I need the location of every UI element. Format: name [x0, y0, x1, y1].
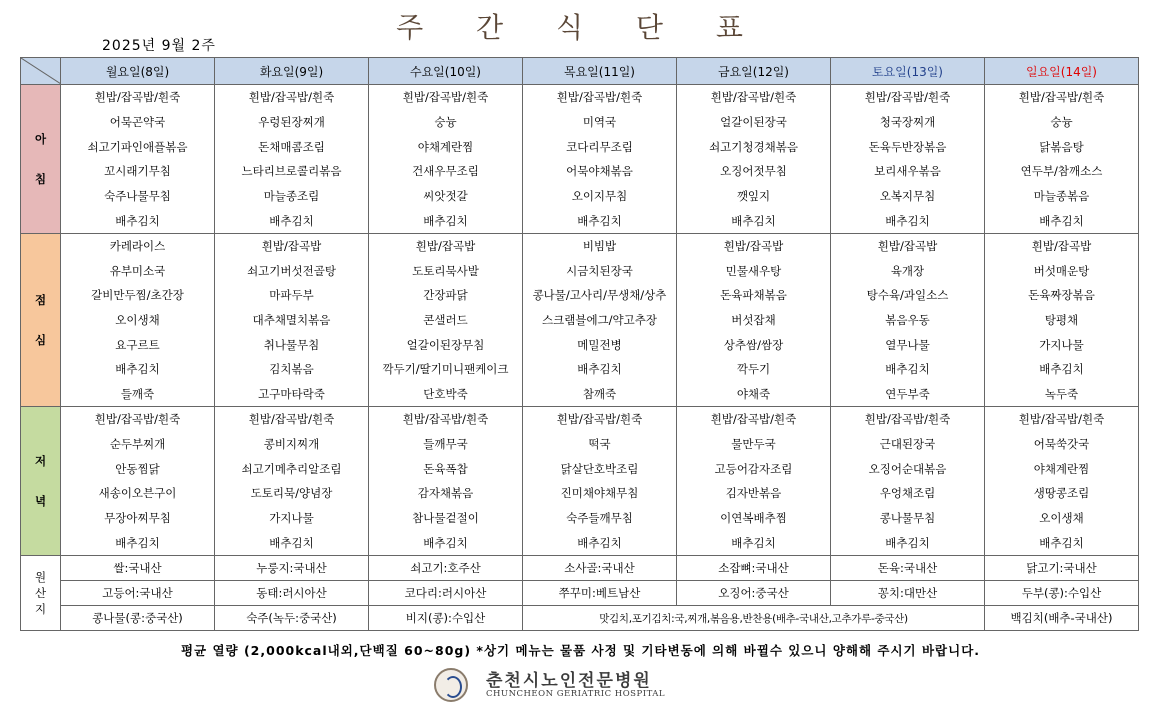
menu-item: 배추김치 — [115, 362, 160, 377]
meal-cell — [523, 407, 676, 555]
menu-item: 흰밥/잡곡밥/흰죽 — [402, 412, 489, 427]
menu-item: 이연복배추찜 — [720, 510, 787, 525]
origin-item: 쇠고기:호주산 — [369, 556, 523, 581]
meal-cell — [985, 234, 1138, 406]
meal-cell — [523, 85, 676, 233]
menu-item: 배추김치 — [885, 213, 930, 228]
meal-cell — [369, 234, 522, 406]
menu-item: 메밀전병 — [577, 337, 622, 352]
origin-item: 백김치(배추-국내산) — [985, 606, 1139, 631]
menu-item: 숭늉 — [434, 114, 457, 129]
menu-item: 야채계란찜 — [417, 139, 474, 154]
menu-item: 오복지무침 — [879, 188, 936, 203]
menu-item: 깍두기 — [736, 362, 771, 377]
menu-item: 오징어순대볶음 — [868, 461, 947, 476]
menu-item: 배추김치 — [423, 535, 468, 550]
meal-cell — [831, 407, 984, 555]
menu-item: 우렁된장찌개 — [258, 114, 325, 129]
week-label: 2025년 9월 2주 — [102, 38, 216, 54]
menu-item: 대추채멸치볶음 — [252, 312, 331, 327]
menu-item: 배추김치 — [269, 213, 314, 228]
menu-item: 흰밥/잡곡밥/흰죽 — [556, 90, 643, 105]
menu-item: 김치볶음 — [269, 362, 314, 377]
menu-item: 배추김치 — [577, 213, 622, 228]
menu-item: 흰밥/잡곡밥/흰죽 — [248, 90, 335, 105]
origin-item: 오징어:중국산 — [677, 581, 831, 606]
menu-item: 깍두기/딸기미니팬케이크 — [382, 362, 509, 377]
origin-item: 쭈꾸미:베트남산 — [523, 581, 677, 606]
menu-item: 마파두부 — [269, 288, 314, 303]
menu-item: 흰밥/잡곡밥 — [723, 239, 784, 254]
page-title: 주 간 식 단 표 — [396, 11, 765, 44]
menu-item: 오이지무침 — [571, 188, 628, 203]
meal-cell — [677, 234, 830, 406]
menu-item: 비빔밥 — [582, 239, 617, 254]
menu-item: 배추김치 — [115, 535, 160, 550]
menu-item: 오이생채 — [1039, 510, 1084, 525]
origin-item: 닭고기:국내산 — [985, 556, 1139, 581]
meal-cell — [61, 407, 214, 555]
menu-item: 시금치된장국 — [566, 263, 633, 278]
menu-item: 취나물무침 — [263, 337, 320, 352]
menu-item: 녹두죽 — [1044, 386, 1079, 401]
menu-item: 쇠고기파인애플볶음 — [87, 139, 188, 154]
menu-item: 어묵야채볶음 — [566, 164, 633, 179]
menu-item: 숭늉 — [1050, 114, 1073, 129]
menu-item: 코다리무조림 — [566, 139, 633, 154]
menu-item: 흰밥/잡곡밥/흰죽 — [1018, 412, 1105, 427]
menu-item: 민물새우탕 — [725, 263, 782, 278]
lunch-label: 점 심 — [21, 234, 61, 407]
menu-item: 카레라이스 — [109, 239, 166, 254]
menu-item: 쇠고기메추리알조림 — [241, 461, 342, 476]
meal-cell — [831, 234, 984, 406]
menu-item: 버섯매운탕 — [1033, 263, 1090, 278]
hospital-logo — [434, 664, 734, 708]
menu-item: 꼬시래기무침 — [104, 164, 171, 179]
menu-item: 상추쌈/쌈장 — [723, 337, 784, 352]
menu-item: 흰밥/잡곡밥 — [261, 239, 322, 254]
menu-item: 흰밥/잡곡밥/흰죽 — [864, 412, 951, 427]
menu-item: 돈육파채볶음 — [720, 288, 787, 303]
meal-cell — [369, 85, 522, 233]
menu-item: 김자반볶음 — [725, 486, 782, 501]
origin-item: 동태:러시아산 — [215, 581, 369, 606]
meal-cell — [215, 234, 368, 406]
menu-item: 참나물겉절이 — [412, 510, 479, 525]
menu-item: 숙주나물무침 — [104, 188, 171, 203]
menu-item: 씨앗젓갈 — [423, 188, 468, 203]
dinner-row — [21, 407, 1139, 556]
hospital-name: 춘천시노인전문병원 — [486, 671, 652, 691]
menu-item: 흰밥/잡곡밥/흰죽 — [94, 90, 181, 105]
menu-item: 떡국 — [588, 436, 611, 451]
day-header-sun: 일요일(14일) — [985, 58, 1139, 85]
menu-item: 들깨무국 — [423, 436, 468, 451]
menu-item: 흰밥/잡곡밥/흰죽 — [1018, 90, 1105, 105]
lunch-row — [21, 234, 1139, 407]
menu-item: 스크램블에그/약고추장 — [542, 312, 657, 327]
menu-item: 흰밥/잡곡밥/흰죽 — [94, 412, 181, 427]
breakfast-row — [21, 85, 1139, 234]
meal-cell — [831, 85, 984, 233]
origin-item: 꽁치:대만산 — [831, 581, 985, 606]
menu-item: 청국장찌개 — [879, 114, 936, 129]
menu-item: 콩나물/고사리/무생채/상추 — [532, 288, 667, 303]
day-header-mon: 월요일(8일) — [61, 58, 215, 85]
menu-item: 콩비지찌개 — [263, 436, 320, 451]
menu-item: 배추김치 — [731, 213, 776, 228]
menu-item: 돈육폭찹 — [423, 461, 468, 476]
origin-row-2 — [21, 581, 1139, 606]
origin-item: 쌀:국내산 — [61, 556, 215, 581]
menu-item: 얼갈이된장국 — [720, 114, 787, 129]
menu-item: 야채죽 — [736, 386, 771, 401]
origin-kimchi: 맛김치,포기김치:국,찌개,볶음용,반찬용(배추-국내산,고추가루-중국산) — [523, 606, 985, 631]
menu-item: 간장파닭 — [423, 288, 468, 303]
menu-item: 닭볶음탕 — [1039, 139, 1084, 154]
meal-cell — [61, 85, 214, 233]
origin-item: 소사골:국내산 — [523, 556, 677, 581]
day-header-wed: 수요일(10일) — [369, 58, 523, 85]
meal-cell — [369, 407, 522, 555]
menu-item: 배추김치 — [1039, 535, 1084, 550]
meal-cell — [61, 234, 214, 406]
menu-item: 볶음우동 — [885, 312, 930, 327]
origin-label: 원 산 지 — [21, 556, 61, 631]
day-header-sat: 토요일(13일) — [831, 58, 985, 85]
menu-item: 새송이오븐구이 — [98, 486, 177, 501]
menu-item: 안동찜닭 — [115, 461, 160, 476]
menu-item: 생땅콩조림 — [1033, 486, 1090, 501]
origin-row-3 — [21, 606, 1139, 631]
origin-item: 소잡뼈:국내산 — [677, 556, 831, 581]
header-row — [21, 58, 1139, 85]
menu-item: 닭살단호박조림 — [560, 461, 639, 476]
menu-item: 보리새우볶음 — [874, 164, 941, 179]
menu-item: 단호박죽 — [423, 386, 468, 401]
menu-item: 순두부찌개 — [109, 436, 166, 451]
menu-item: 배추김치 — [885, 535, 930, 550]
menu-item: 배추김치 — [577, 362, 622, 377]
menu-item: 육개장 — [890, 263, 925, 278]
menu-item: 돈채매콤조림 — [258, 139, 325, 154]
hospital-english-name: CHUNCHEON GERIATRIC HOSPITAL — [486, 689, 666, 699]
origin-item: 숙주(녹두:중국산) — [215, 606, 369, 631]
menu-item: 탕수육/과일소스 — [866, 288, 949, 303]
origin-item: 콩나물(콩:중국산) — [61, 606, 215, 631]
corner-cell — [21, 58, 61, 85]
origin-item: 누룽지:국내산 — [215, 556, 369, 581]
menu-item: 근대된장국 — [879, 436, 936, 451]
menu-item: 고등어감자조림 — [714, 461, 793, 476]
hospital-emblem-icon — [434, 668, 468, 702]
menu-item: 참깨죽 — [582, 386, 617, 401]
origin-row-1 — [21, 556, 1139, 581]
menu-item: 마늘종조림 — [263, 188, 320, 203]
menu-item: 물만두국 — [731, 436, 776, 451]
meal-cell — [215, 85, 368, 233]
menu-item: 흰밥/잡곡밥 — [877, 239, 938, 254]
meal-cell — [985, 407, 1138, 555]
menu-item: 배추김치 — [1039, 362, 1084, 377]
menu-item: 유부미소국 — [109, 263, 166, 278]
menu-item: 고구마타락죽 — [258, 386, 325, 401]
menu-item: 어묵쑥갓국 — [1033, 436, 1090, 451]
menu-item: 흰밥/잡곡밥/흰죽 — [710, 90, 797, 105]
menu-item: 갈비만두찜/초간장 — [91, 288, 184, 303]
menu-item: 미역국 — [582, 114, 617, 129]
menu-item: 돈육짜장볶음 — [1028, 288, 1095, 303]
menu-item: 건새우무조림 — [412, 164, 479, 179]
menu-item: 숙주들깨무침 — [566, 510, 633, 525]
origin-item: 두부(콩):수입산 — [985, 581, 1139, 606]
day-header-tue: 화요일(9일) — [215, 58, 369, 85]
menu-item: 진미채야채무침 — [560, 486, 639, 501]
menu-item: 연두부/참깨소스 — [1020, 164, 1103, 179]
dinner-label: 저 녁 — [21, 407, 61, 556]
menu-item: 배추김치 — [577, 535, 622, 550]
menu-item: 콘샐러드 — [423, 312, 468, 327]
day-header-thu: 목요일(11일) — [523, 58, 677, 85]
menu-item: 무장아찌무침 — [104, 510, 171, 525]
menu-item: 배추김치 — [423, 213, 468, 228]
diagonal-line — [21, 58, 61, 84]
menu-item: 느타리브로콜리볶음 — [241, 164, 342, 179]
meal-cell — [985, 85, 1138, 233]
meal-cell — [677, 85, 830, 233]
menu-item: 열무나물 — [885, 337, 930, 352]
menu-item: 배추김치 — [115, 213, 160, 228]
menu-item: 우엉채조림 — [879, 486, 936, 501]
menu-item: 감자채볶음 — [417, 486, 474, 501]
menu-item: 가지나물 — [1039, 337, 1084, 352]
footer-note: 평균 열량 (2,000kcal내외,단백질 60~80g) *상기 메뉴는 물품 사정 및 기타변동에 의해 바뀔수 있으니 양해해 주시기 바랍니다. — [180, 643, 981, 658]
menu-item: 요구르트 — [115, 337, 160, 352]
menu-item: 오징어젓무침 — [720, 164, 787, 179]
menu-item: 흰밥/잡곡밥/흰죽 — [556, 412, 643, 427]
menu-item: 흰밥/잡곡밥/흰죽 — [864, 90, 951, 105]
origin-item: 고등어:국내산 — [61, 581, 215, 606]
menu-item: 깻잎지 — [736, 188, 771, 203]
menu-item: 탕평채 — [1044, 312, 1079, 327]
origin-item: 비지(콩):수입산 — [369, 606, 523, 631]
menu-item: 흰밥/잡곡밥 — [1031, 239, 1092, 254]
breakfast-label: 아 침 — [21, 85, 61, 234]
menu-item: 버섯잡채 — [731, 312, 776, 327]
menu-item: 얼갈이된장무침 — [406, 337, 485, 352]
menu-item: 배추김치 — [885, 362, 930, 377]
menu-item: 배추김치 — [1039, 213, 1084, 228]
origin-item: 코다리:러시아산 — [369, 581, 523, 606]
menu-item: 배추김치 — [731, 535, 776, 550]
menu-item: 도토리묵사발 — [412, 263, 479, 278]
menu-item: 어묵곤약국 — [109, 114, 166, 129]
menu-item: 야채계란찜 — [1033, 461, 1090, 476]
menu-item: 도토리묵/양념장 — [250, 486, 333, 501]
menu-item: 돈육두반장볶음 — [868, 139, 947, 154]
menu-item: 흰밥/잡곡밥/흰죽 — [710, 412, 797, 427]
menu-item: 콩나물무침 — [879, 510, 936, 525]
menu-item: 배추김치 — [269, 535, 314, 550]
menu-item: 가지나물 — [269, 510, 314, 525]
menu-item: 연두부죽 — [885, 386, 930, 401]
menu-item: 오이생채 — [115, 312, 160, 327]
meal-cell — [677, 407, 830, 555]
menu-table — [20, 57, 1139, 631]
day-header-fri: 금요일(12일) — [677, 58, 831, 85]
menu-item: 들깨죽 — [120, 386, 155, 401]
origin-item: 돈육:국내산 — [831, 556, 985, 581]
meal-cell — [523, 234, 676, 406]
menu-item: 마늘종볶음 — [1033, 188, 1090, 203]
menu-item: 쇠고기청경채볶음 — [709, 139, 798, 154]
menu-item: 흰밥/잡곡밥 — [415, 239, 476, 254]
menu-item: 쇠고기버섯전골탕 — [247, 263, 336, 278]
menu-item: 흰밥/잡곡밥/흰죽 — [402, 90, 489, 105]
menu-item: 흰밥/잡곡밥/흰죽 — [248, 412, 335, 427]
meal-cell — [215, 407, 368, 555]
